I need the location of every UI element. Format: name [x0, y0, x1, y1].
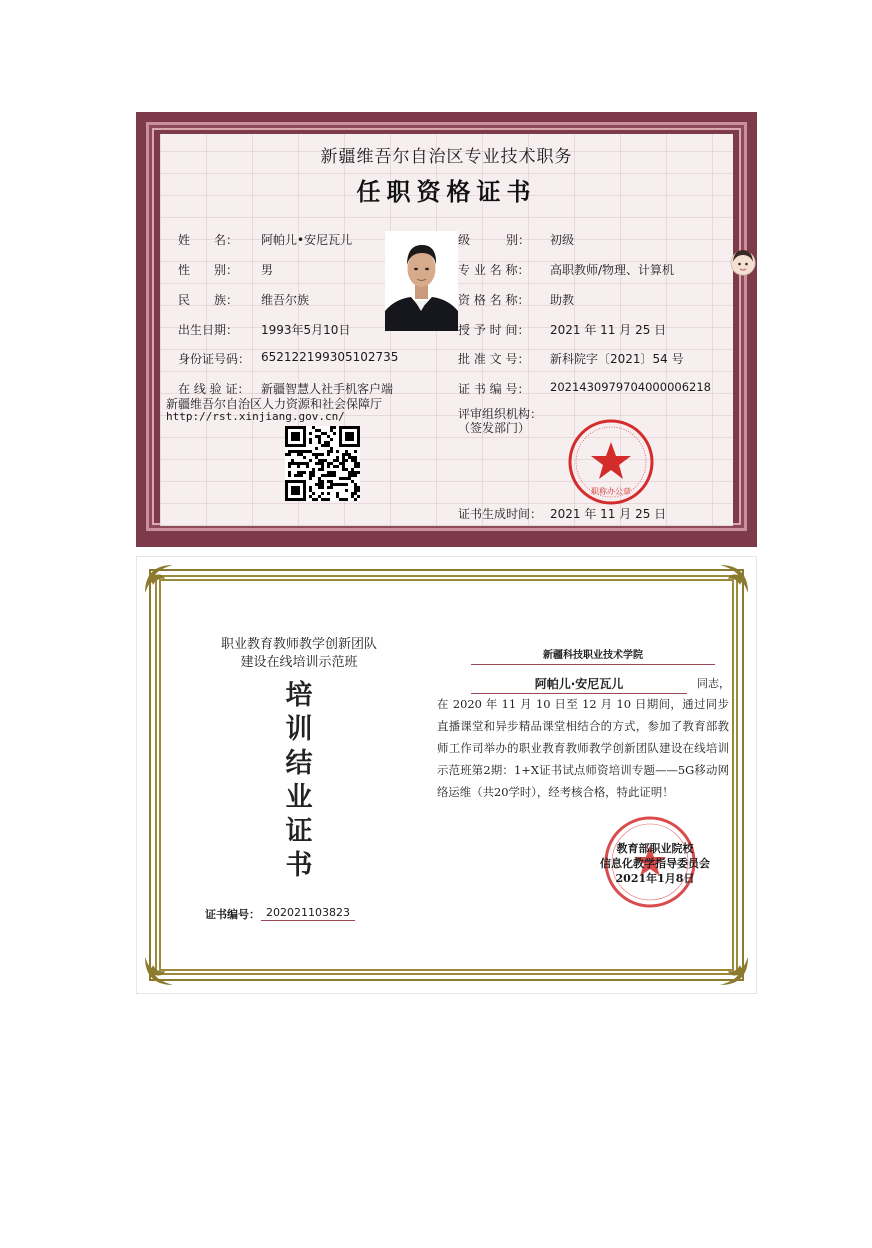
training-certificate	[136, 556, 757, 994]
big-title-char: 训	[285, 714, 313, 745]
id-number-value: 652122199305102735	[261, 350, 399, 364]
ethnicity-value: 维吾尔族	[261, 293, 310, 307]
org-sublabel: （签发部门）	[458, 421, 531, 435]
big-title-char: 业	[285, 782, 313, 813]
corner-ornament-icon	[141, 953, 177, 989]
cert-no-value: 20214309797040000062​18	[550, 380, 711, 394]
verify-label: 在 线 验 证：	[178, 382, 250, 396]
verify-url[interactable]: http://rst.xinjiang.gov.cn/	[166, 410, 345, 423]
approval-no-label: 批 准 文 号：	[458, 352, 530, 366]
cert-no-label: 证 书 编 号：	[458, 382, 530, 396]
birthdate-label: 出生日期：	[178, 323, 239, 337]
corner-ornament-icon	[716, 561, 752, 597]
org-label: 评审组织机构：	[458, 407, 543, 421]
level-value: 初级	[550, 233, 575, 247]
issuer-line1: 教育部职业院校	[616, 842, 694, 855]
big-title	[282, 679, 316, 883]
approval-no-value: 新科院字〔2021〕54 号	[550, 352, 684, 366]
big-title-char: 证	[285, 816, 313, 847]
qualification-value: 助教	[550, 293, 575, 307]
certificate-issuer-title: 新疆维吾尔自治区专业技术职务	[320, 147, 573, 167]
specialty-label: 专 业 名 称：	[458, 263, 530, 277]
portrait-photo	[385, 231, 458, 331]
level-label: 级 别：	[458, 233, 531, 247]
issue-date: 2021年1月8日	[615, 872, 695, 885]
grant-date-value: 2021 年 11 月 25 日	[550, 323, 667, 337]
ethnicity-label: 民 族：	[178, 293, 239, 307]
gender-label: 性 别：	[178, 263, 239, 277]
avatar-icon[interactable]	[730, 246, 756, 280]
certificate-body	[160, 134, 733, 526]
generated-value: 2021 年 11 月 25 日	[550, 507, 667, 521]
certificate-body-text: 在 2020 年 11 月 10 日至 12 月 10 日期间，通过同步直播课堂和异步精品课堂相结合的方式，参加了教育部教师工作司举办的职业教育教师教学创新团队建设在线培训示范班第2期：1+X证书试点师资培训专题——5G移动网络运维（共20学时），经考核合格，特此证明！	[437, 697, 729, 799]
big-title-char: 书	[285, 850, 313, 881]
gender-value: 男	[261, 263, 274, 277]
name-value: 阿帕儿•安尼瓦儿	[261, 233, 353, 247]
big-title-char: 结	[285, 748, 313, 779]
birthdate-value: 1993年5月10日	[261, 323, 351, 337]
big-title-char: 培	[285, 680, 313, 711]
grant-date-label: 授 予 时 间：	[458, 323, 530, 337]
specialty-value: 高职教师/物理、计算机	[550, 263, 675, 277]
verify-value: 新疆智慧人社手机客户端	[261, 382, 394, 396]
verify-authority: 新疆维吾尔自治区人力资源和社会保障厅	[166, 397, 383, 411]
qualification-label: 资 格 名 称：	[458, 293, 530, 307]
program-title-line1: 职业教育教师教学创新团队	[220, 637, 377, 652]
generated-label: 证书生成时间：	[458, 507, 543, 521]
certificate-title: 任职资格证书	[356, 177, 537, 206]
comrade-suffix: 同志，	[697, 677, 730, 690]
corner-ornament-icon	[716, 953, 752, 989]
qualification-certificate	[136, 112, 757, 547]
cert-no-label: 证书编号：	[205, 908, 260, 921]
official-seal	[567, 418, 655, 506]
cert-no-value: 202021103823	[261, 906, 355, 921]
id-number-label: 身份证号码：	[178, 352, 251, 366]
issuer-line2: 信息化教学指导委员会	[600, 857, 710, 870]
qr-code[interactable]	[285, 426, 360, 501]
name-label: 姓 名：	[178, 233, 239, 247]
recipient-name: 阿帕儿·安尼瓦儿	[471, 675, 687, 694]
seal-label: 职称办公章	[591, 487, 631, 496]
school-name: 新疆科技职业技术学院	[471, 646, 715, 665]
program-title-line2: 建设在线培训示范班	[240, 655, 358, 670]
corner-ornament-icon	[141, 561, 177, 597]
